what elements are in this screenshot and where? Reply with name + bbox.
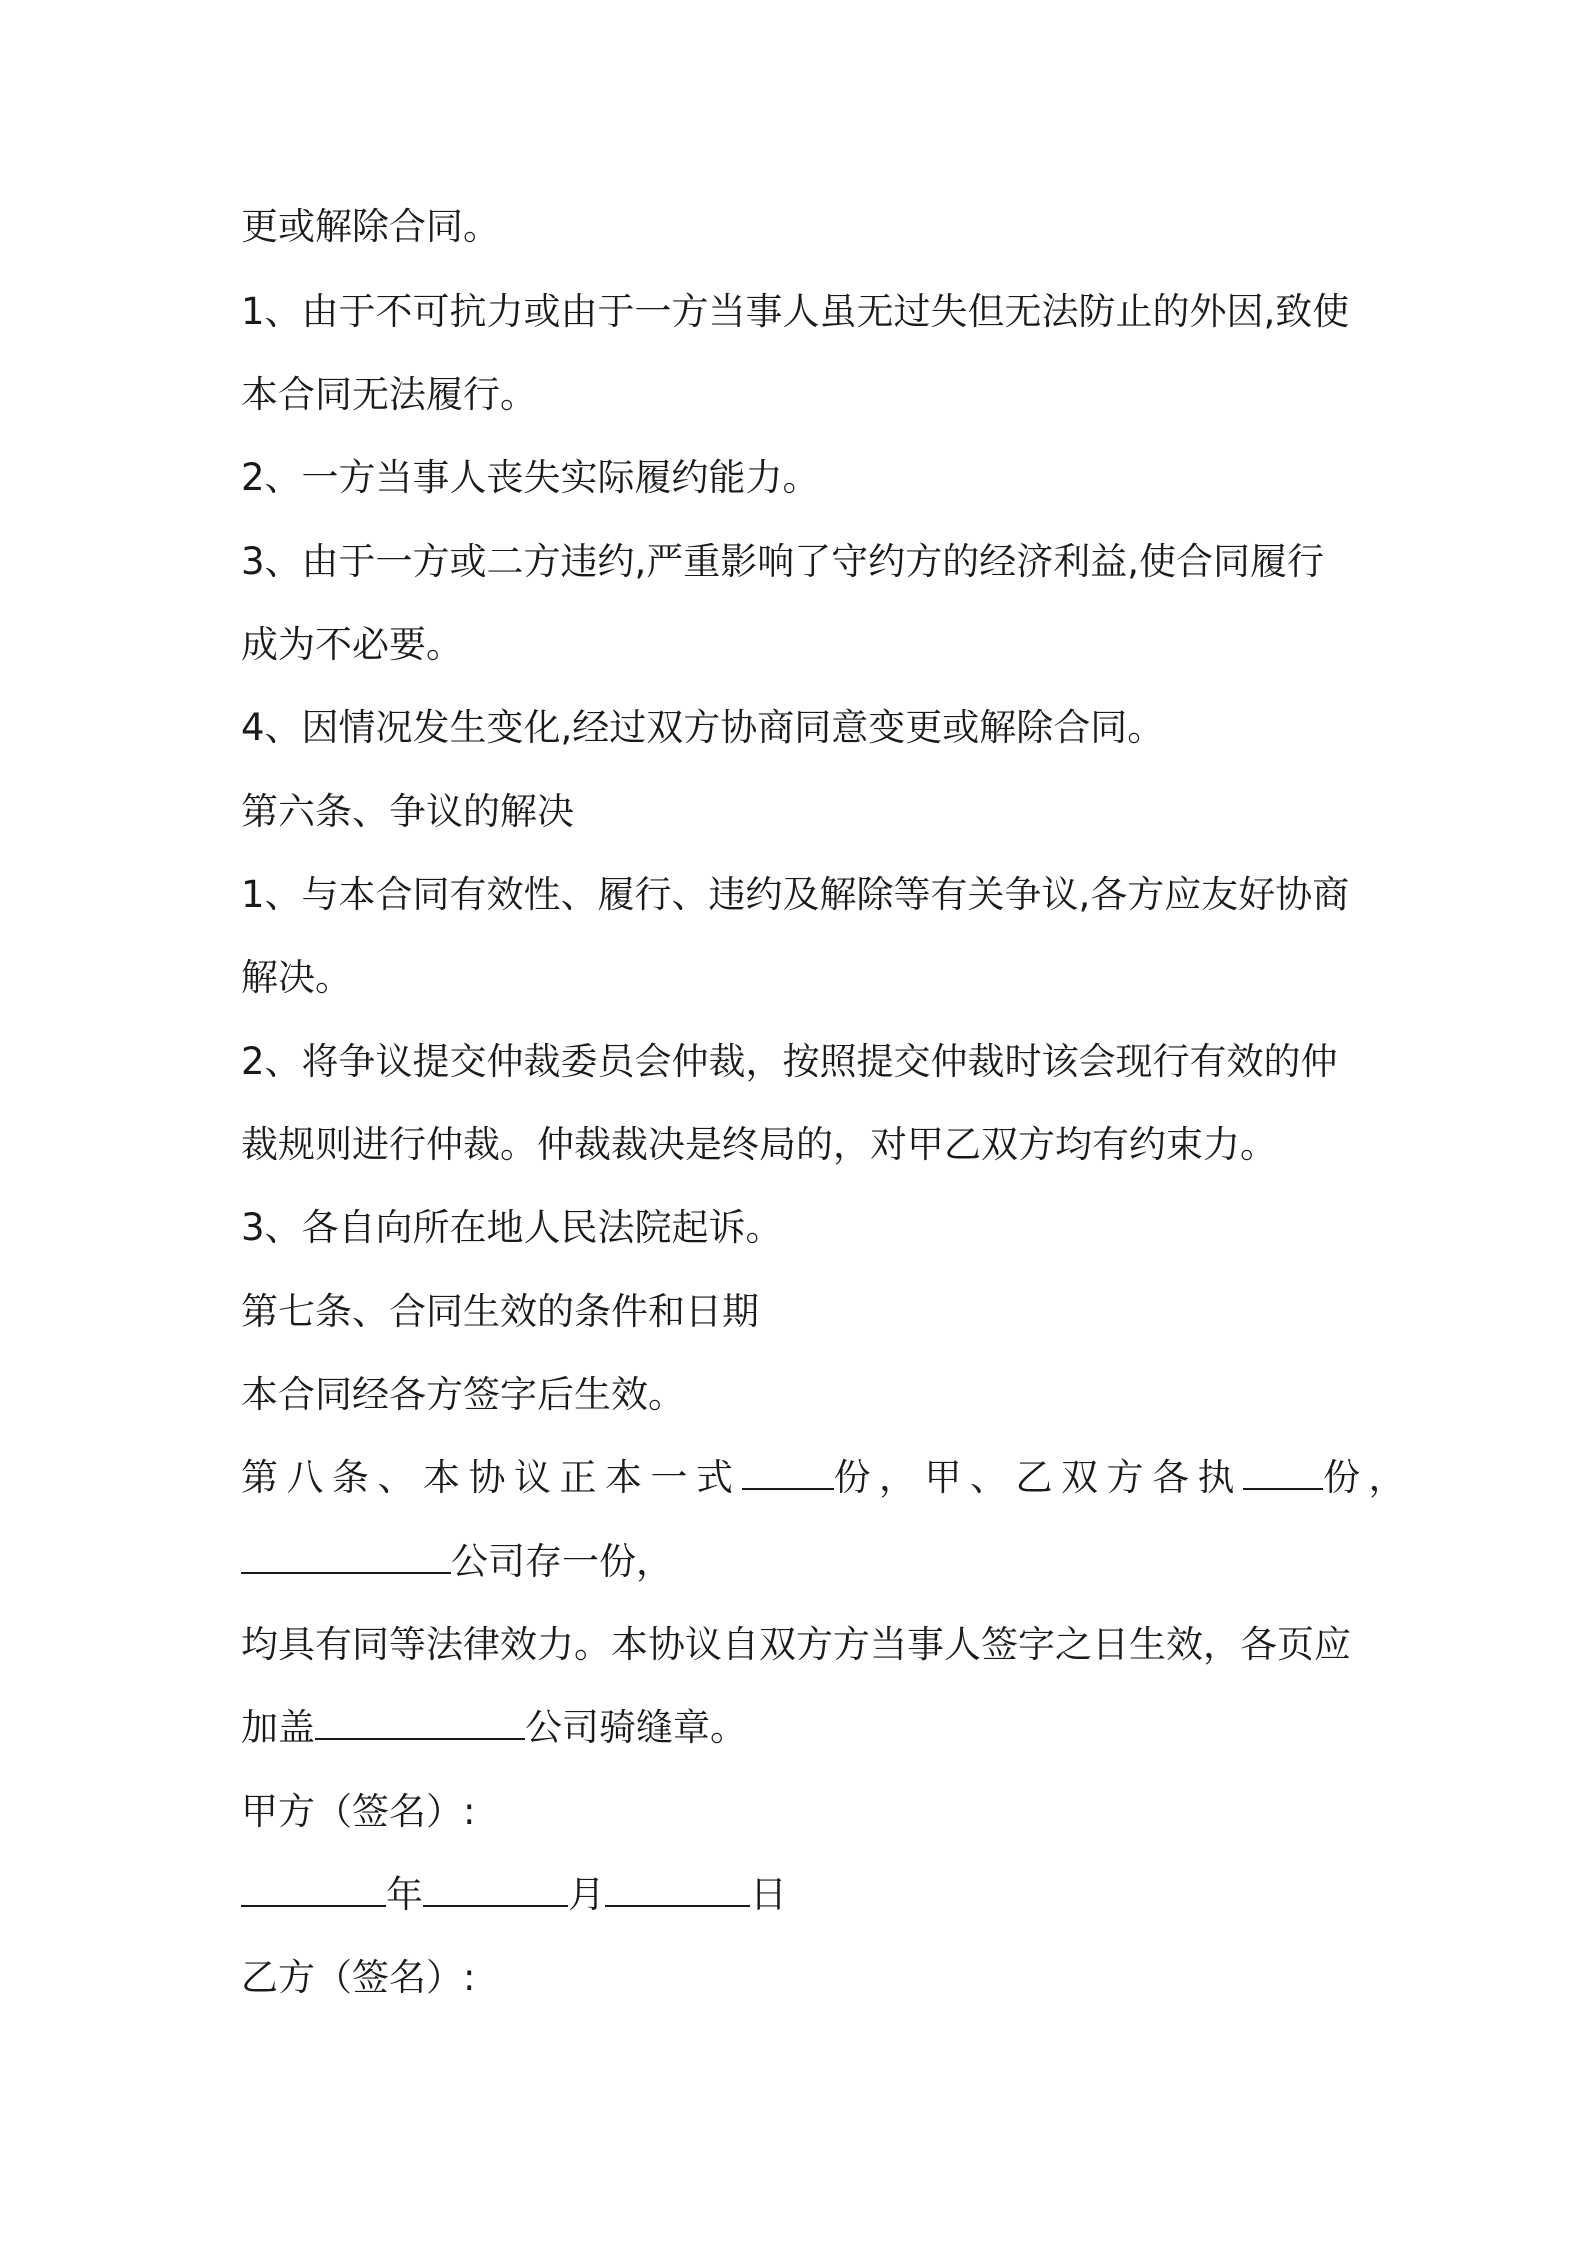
year-label: 年: [386, 1873, 423, 1916]
text-line-3: 本合同无法履行。: [241, 373, 537, 416]
section-heading-article-7: 第七条、合同生效的条件和日期: [241, 1290, 759, 1333]
article-8-part-2: 份，甲、乙双方各执: [833, 1456, 1243, 1499]
text-line-2: 1、由于不可抗力或由于一方当事人虽无过失但无法防止的外因,致使: [241, 290, 1350, 333]
text-line-7: 4、因情况发生变化,经过双方协商同意变更或解除合同。: [241, 706, 1165, 749]
text-line-12: 裁规则进行仲裁。仲裁裁决是终局的，对甲乙双方均有约束力。: [241, 1123, 1277, 1166]
company-name-blank: [241, 1542, 451, 1574]
party-a-signature-label: 甲方（签名）:: [241, 1790, 476, 1833]
month-blank: [423, 1875, 568, 1907]
text-line-6: 成为不必要。: [241, 623, 463, 666]
text-line-15: 本合同经各方签字后生效。: [241, 1373, 685, 1416]
text-line-1: 更或解除合同。: [241, 205, 500, 248]
company-copy-line: [241, 1537, 673, 1587]
section-heading-article-6: 第六条、争议的解决: [241, 790, 574, 833]
year-blank: [241, 1875, 386, 1907]
text-line-10: 解决。: [241, 956, 352, 999]
seal-prefix: 加盖: [241, 1706, 315, 1749]
article-8-line: [241, 1453, 1414, 1503]
party-b-signature-label: 乙方（签名）:: [241, 1956, 476, 1999]
article-8-part-3: 份，: [1323, 1456, 1414, 1499]
text-line-9: 1、与本合同有效性、履行、违约及解除等有关争议,各方应友好协商: [241, 873, 1350, 916]
text-line-11: 2、将争议提交仲裁委员会仲裁，按照提交仲裁时该会现行有效的仲: [241, 1040, 1338, 1083]
text-line-5: 3、由于一方或二方违约,严重影响了守约方的经济利益,使合同履行: [241, 540, 1325, 583]
text-line-13: 3、各自向所在地人民法院起诉。: [241, 1206, 783, 1249]
day-blank: [605, 1875, 750, 1907]
copies-total-blank: [742, 1458, 834, 1490]
seal-company-blank: [315, 1708, 525, 1740]
article-8-part-1: 第八条、本协议正本一式: [241, 1456, 742, 1499]
copies-each-blank: [1243, 1458, 1323, 1490]
date-line: [241, 1870, 787, 1920]
validity-line-1: 均具有同等法律效力。本协议自双方方当事人签字之日生效，各页应: [241, 1623, 1351, 1666]
seal-suffix: 公司骑缝章。: [525, 1706, 747, 1749]
validity-line-2: [241, 1703, 747, 1753]
company-copy-text: 公司存一份，: [451, 1540, 673, 1583]
text-line-4: 2、一方当事人丧失实际履约能力。: [241, 456, 820, 499]
day-label: 日: [750, 1873, 787, 1916]
month-label: 月: [568, 1873, 605, 1916]
